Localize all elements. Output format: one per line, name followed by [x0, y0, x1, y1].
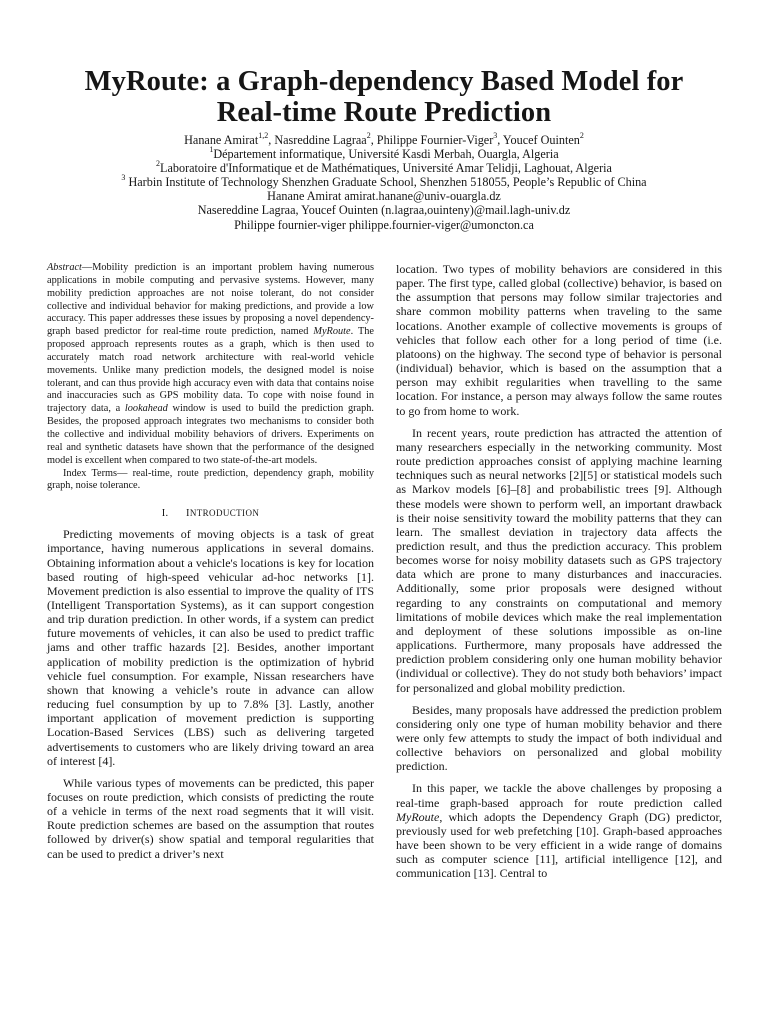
body-paragraph: In recent years, route prediction has attracted the attention of many researchers especially in the networking community. Most route prediction approaches consist of applying machine learning techniques such as neural networks [2][5] or statistical models such as Markov models [6]–[8] and probabilistic trees [9]. Although these models were shown to perform well, an important drawback is their noise sensitivity toward the mobility patterns that they can learn. The smallest deviation in trajectory data affects the prediction result, and thus the prediction accuracy. This problem becomes worse for noisy mobility datasets such as GPS trajectory data which are prone to many disturbances and inaccuracies. Additionally, some prior proposals were designed without regarding to any constraints on computational and memory limitations of mobile devices which make the real implementation and deployment of these solutions impossible as on-line applications. Furthermore, many proposals have addressed the prediction problem considering only one human mobility behavior (individual or collective). They do not study both behaviors’ impact for personalized and global mobility prediction.	[396, 425, 722, 695]
author-email-3: Philippe fournier-viger philippe.fournier-viger@umoncton.ca	[234, 217, 534, 232]
affiliation-1: $^1$Département informatique, Université Kasdi Merbah, Ouargla, Algeria	[209, 145, 559, 162]
body-paragraph: While various types of movements can be predicted, this paper focuses on route prediction, which consists of predicting the route of a vehicle in terms of the next road segments that it will visit. Route prediction schemes are based on the assumption that routes followed by driver(s) show spatial and temporal regularities that can be used to predict a driver’s next	[47, 775, 374, 861]
abstract-text: Abstract—Mobility prediction is an important problem having numerous applications in mobile computing and pervasive systems. However, many mobility prediction approaches are not noise tolerant, do not consider collective and individual behavior for making predictions, and provide a low accuracy. This paper addresses these issues by proposing a novel dependency-graph based predictor for real-time route prediction, named MyRoute. The proposed approach represents routes as a graph, which is then used to accurately match road network architecture with real-world vehicle movements. Unlike many prediction models, the designed model is noise tolerant, and can thus provide high accuracy even with data that contains noise and inaccuracies such as GPS mobility data. To cope with noise found in trajectory data, a lookahead window is used to build the prediction graph. Besides, the proposed approach integrates two mechanisms to consider both the collective and individual mobility behaviors of drivers. Experiments on real and synthetic datasets have shown that the performance of the designed model is excellent when compared to two state-of-the-art models.	[47, 262, 374, 466]
introduction-body	[47, 527, 374, 861]
body-paragraph: In this paper, we tackle the above challenges by proposing a real-time graph-based approach for route prediction called MyRoute, which adopts the Dependency Graph (DG) predictor, previously used for web prefetching [10]. Graph-based approaches have been shown to be very efficient in a wide range of domains such as computer science [11], artificial intelligence [12], and communication [13]. Central to	[396, 781, 722, 881]
left-column	[47, 262, 374, 861]
body-paragraph: Besides, many proposals have addressed the prediction problem considering only one type of human mobility behavior and there were only few attempts to study the impact of both individual and collective behaviors on personalized and global mobility prediction.	[396, 702, 722, 774]
author-names: Hanane Amirat$^{1,2}$, Nasreddine Lagraa$^2$, Philippe Fournier-Viger$^3$, Youcef Ouinten$^2$	[184, 130, 584, 147]
abstract-label: Abstract	[47, 262, 82, 273]
author-block	[0, 130, 768, 232]
title-line-2: Real-time Route Prediction	[216, 97, 552, 128]
affiliation-3: $^3$ Harbin Institute of Technology Shenzhen Graduate School, Shenzhen 518055, People’s Republic of China	[121, 173, 647, 190]
section-heading-introduction: I. INTRODUCTION	[161, 508, 260, 520]
index-terms: Index Terms— real-time, route prediction, dependency graph, mobility graph, noise tolerance.	[47, 467, 374, 492]
title-line-1: MyRoute: a Graph-dependency Based Model for	[84, 66, 684, 97]
right-column	[396, 262, 722, 881]
abstract	[47, 262, 374, 493]
author-email-1: Hanane Amirat amirat.hanane@univ-ouargla.dz	[267, 189, 501, 204]
author-email-2: Nasereddine Lagraa, Youcef Ouinten (n.lagraa,ouinteny)@mail.lagh-univ.dz	[197, 203, 571, 218]
body-paragraph: location. Two types of mobility behaviors are considered in this paper. The first type, called global (collective) behavior, is based on the assumption that persons may follow similar trajectories and share common mobility patterns when traveling to the same locations. Another example of collective movements is groups of vehicles that follow each other for a long period of time (i.e. platoons) on the highway. The second type of behavior is personal (individual) behavior, which is based on the assumption that a person may exhibit regularities when travelling to the same location. For instance, a person may always follow the same routes to go from home to work.	[396, 262, 722, 418]
body-paragraph: Predicting movements of moving objects is a task of great importance, having numerous applications in several domains. Obtaining information about a vehicle's locations is key for location based routing of high-speed vehicular ad-hoc networks [1]. Movement prediction is also essential to improve the quality of ITS (Intelligent Transportation Systems), as it can support congestion and trip duration prediction. In other words, if a system can predict future movements of vehicles, it can also be used to predict traffic jams and other traffic hazards [2]. Besides, another important application of mobility prediction is the optimization of hybrid vehicle fuel consumption. For example, Nissan researchers have shown that knowing a vehicle’s route in advance can allow reducing fuel consumption by up to 7.8% [3]. Lastly, another important application of movement prediction is supporting Location-Based Services (LBS) such as delivering targeted advertisements to customers who are likely driving toward an area of interest [4].	[47, 527, 374, 768]
paper-title	[0, 66, 768, 128]
affiliation-2: $^2$Laboratoire d'Informatique et de Mathématiques, Université Amar Telidji, Laghouat, Algeria	[156, 159, 612, 176]
